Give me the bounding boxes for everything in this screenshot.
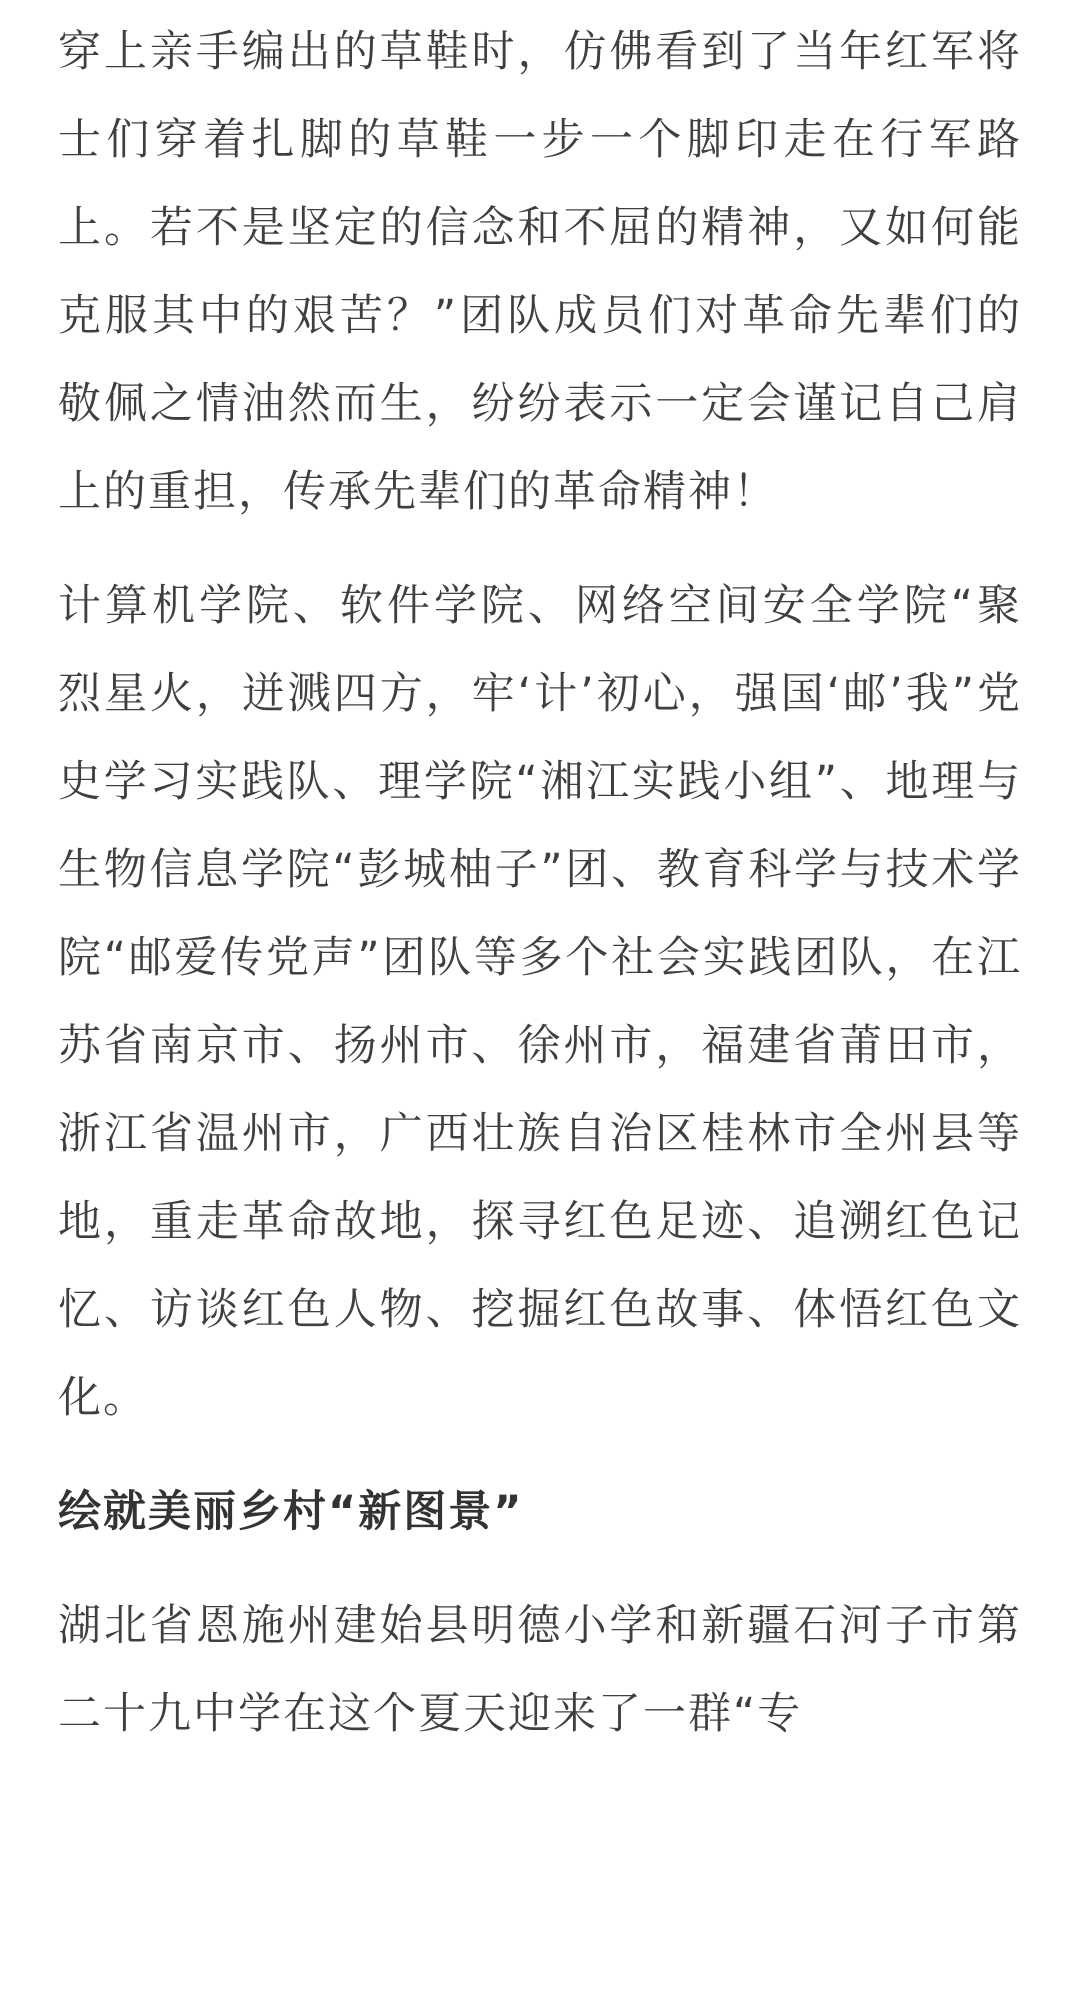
article-paragraph: 湖北省恩施州建始县明德小学和新疆石河子市第二十九中学在这个夏天迎来了一群“专 (58, 1601, 1022, 1739)
article-paragraph: 穿上亲手编出的草鞋时，仿佛看到了当年红军将士们穿着扎脚的草鞋一步一个脚印走在行军路上。若不是坚定的信念和不屈的精神，又如何能克服其中的艰苦？”团队成员们对革命先辈们的敬佩之情油然而生，纷纷表示一定会谨记自己肩上的重担，传承先辈们的革命精神！ (58, 27, 1022, 517)
article-body (58, 8, 1022, 1784)
section-heading: 绘就美丽乡村“新图景” (58, 1487, 524, 1537)
article-paragraph: 计算机学院、软件学院、网络空间安全学院“聚烈星火，迸溅四方，牢‘计’初心，强国‘邮’我”党史学习实践队、理学院“湘江实践小组”、地理与生物信息学院“彭城柚子”团、教育科学与技术学院“邮爱传党声”团队等多个社会实践团队，在江苏省南京市、扬州市、徐州市，福建省莆田市，浙江省温州市，广西壮族自治区桂林市全州县等地，重走革命故地，探寻红色足迹、追溯红色记忆、访谈红色人物、挖掘红色故事、体悟红色文化。 (58, 581, 1022, 1423)
